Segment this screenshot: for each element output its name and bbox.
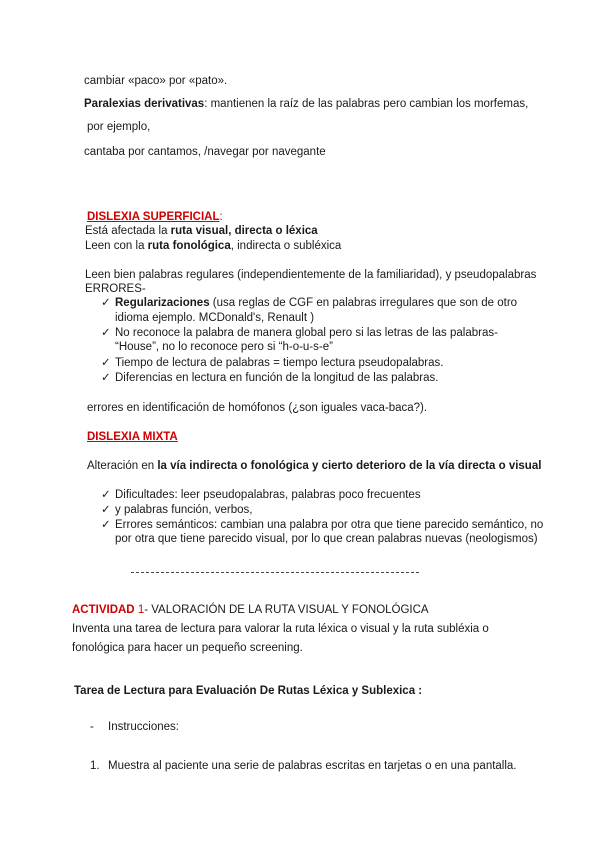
error-item-cont: idioma ejemplo. MCDonald's, Renault ): [115, 312, 315, 324]
superficial-line-1: [85, 224, 318, 238]
actividad-label: ACTIVIDAD: [72, 604, 135, 616]
error-item-text: Diferencias en lectura en función de la longitud de las palabras.: [115, 372, 439, 384]
mixta-item-text: Dificultades: leer pseudopalabras, palabras poco frecuentes: [115, 489, 421, 501]
mixta-line-text: Alteración en: [87, 460, 158, 472]
mixta-item: [101, 518, 543, 532]
step-text: Muestra al paciente una serie de palabras escritas en tarjetas o en una pantalla.: [108, 760, 517, 772]
error-item: [101, 296, 517, 310]
error-item-bold: Regularizaciones: [115, 297, 210, 309]
superficial-line-2-post: , indirecta o subléxica: [230, 240, 342, 252]
mixta-item-cont: por otra que tiene parecido visual, por lo que crean palabras nuevas (neologismos): [115, 533, 538, 545]
instrucciones-label: Instrucciones:: [108, 721, 179, 733]
check-icon: ✓: [101, 519, 111, 531]
check-icon: ✓: [101, 327, 111, 339]
check-icon: ✓: [101, 372, 111, 384]
task-title: Tarea de Lectura para Evaluación De Rutas Léxica y Sublexica :: [74, 685, 423, 697]
error-item-cont: “House”, no lo reconoce pero si “h-o-u-s-e”: [115, 341, 333, 353]
superficial-heading-colon: :: [219, 211, 223, 223]
check-icon: ✓: [101, 489, 111, 501]
check-icon: ✓: [101, 357, 111, 369]
superficial-line-2-text: Leen con la: [85, 240, 148, 252]
mixta-heading: DISLEXIA MIXTA: [87, 431, 178, 443]
mixta-item-text: y palabras función, verbos,: [115, 504, 253, 516]
superficial-heading-line: [87, 210, 223, 224]
error-item: [101, 371, 438, 385]
check-icon: ✓: [101, 297, 111, 309]
superficial-line-2-bold: ruta fonológica: [147, 240, 231, 252]
mixta-item: [101, 503, 252, 517]
homofonos-line: errores en identificación de homófonos (¿son iguales vaca-baca?).: [87, 402, 428, 414]
actividad-line-2: fonológica para hacer un pequeño screening.: [72, 642, 303, 654]
superficial-line-1-bold: ruta visual, directa o léxica: [170, 225, 318, 237]
intro-line: cambiar «paco» por «pato».: [84, 75, 228, 87]
ejemplo-intro: por ejemplo,: [87, 121, 151, 133]
superficial-heading: DISLEXIA SUPERFICIAL: [87, 211, 220, 223]
mixta-line-bold: la vía indirecta o fonológica y cierto deterioro de la vía directa o visual: [157, 460, 542, 472]
superficial-line-1-text: Está afectada la: [85, 225, 171, 237]
error-item: [101, 326, 498, 340]
actividad-heading: [72, 603, 429, 617]
instrucciones-bullet: -: [90, 721, 94, 733]
mixta-item-text: Errores semánticos: cambian una palabra por otra que tiene parecido semántico, no: [115, 519, 544, 531]
actividad-number: 1: [134, 604, 145, 616]
mixta-item: [101, 488, 421, 502]
superficial-line-2: [85, 239, 341, 253]
check-icon: ✓: [101, 504, 111, 516]
mixta-line: [87, 459, 541, 473]
superficial-line-3: Leen bien palabras regulares (independientemente de la familiaridad), y pseudopalabras: [85, 269, 537, 281]
derivativas-label: Paralexias derivativas: [84, 98, 205, 110]
actividad-title: - VALORACIÓN DE LA RUTA VISUAL Y FONOLÓGICA: [144, 604, 429, 616]
errores-title: ERRORES-: [85, 283, 146, 295]
section-divider: [131, 572, 419, 574]
error-item-text: No reconoce la palabra de manera global pero si las letras de las palabras-: [115, 327, 498, 339]
ejemplo-text: cantaba por cantamos, /navegar por navegante: [84, 146, 326, 158]
error-item-text: Tiempo de lectura de palabras = tiempo lectura pseudopalabras.: [115, 357, 444, 369]
step-number: 1.: [90, 760, 100, 772]
error-item: [101, 356, 443, 370]
error-item-text: (usa reglas de CGF en palabras irregulares que son de otro: [209, 297, 518, 309]
derivativas-text: : mantienen la raíz de las palabras pero cambian los morfemas,: [204, 98, 529, 110]
actividad-line-1: Inventa una tarea de lectura para valorar la ruta léxica o visual y la ruta subléxia o: [72, 623, 489, 635]
derivativas-paragraph: [84, 97, 528, 111]
